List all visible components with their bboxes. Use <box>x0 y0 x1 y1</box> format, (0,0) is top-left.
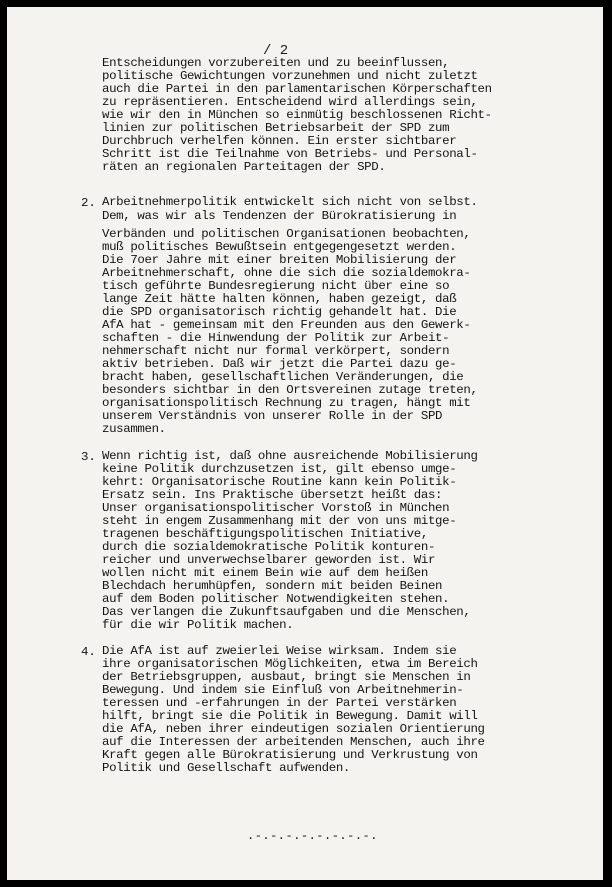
text-line: räten an regionalen Parteitagen der SPD. <box>102 160 386 174</box>
page-number: / 2 <box>263 43 289 59</box>
text-line: tragenen beschäftigungspolitischen Initiative, <box>102 527 428 541</box>
text-line: auf dem Boden politischer Notwendigkeiten stehen. <box>102 592 450 606</box>
text-line: Schritt ist die Teilnahme von Betriebs- und Personal- <box>102 147 478 161</box>
text-line: Das verlangen die Zukunftsaufgaben und die Menschen, <box>102 605 471 619</box>
text-line: kehrt: Organisatorische Routine kann kein Politik- <box>102 475 457 489</box>
text-line: nehmerschaft nicht nur formal verkörpert, sondern <box>102 344 450 358</box>
text-line: politische Gewichtungen vorzunehmen und nicht zuletzt <box>102 69 478 83</box>
text-line: ihre organisatorischen Möglichkeiten, etwa im Bereich <box>102 657 478 671</box>
text-line: steht in engem Zusammenhang mit der von uns mitge- <box>102 514 457 528</box>
text-line: für die wir Politik machen. <box>102 618 294 632</box>
text-line: der Betriebsgruppen, ausbaut, bringt sie Menschen in <box>102 670 471 684</box>
text-line: Die 7oer Jahre mit einer breiten Mobilisierung der <box>102 253 457 267</box>
text-line: organisationspolitisch Rechnung zu tragen, hängt mit <box>102 396 471 410</box>
text-line: Verbänden und politischen Organisationen beobachten, <box>102 227 471 241</box>
text-line: Die AfA ist auf zweierlei Weise wirksam. Indem sie <box>102 644 457 658</box>
text-line: lange Zeit hätte halten können, haben gezeigt, daß <box>102 292 457 306</box>
text-line: tisch geführte Bundesregierung nicht über eine so <box>102 279 450 293</box>
text-line: Entscheidungen vorzubereiten und zu beeinflussen, <box>102 56 450 70</box>
text-line: Dem, was wir als Tendenzen der Bürokratisierung in <box>102 209 457 223</box>
text-line: linien zur politischen Betriebsarbeit der SPD zum <box>102 121 450 135</box>
text-line: Arbeitnehmerpolitik entwickelt sich nicht von selbst. <box>102 195 478 209</box>
text-line: auch die Partei in den parlamentarischen Körperschaften <box>102 82 492 96</box>
text-line: aktiv betrieben. Daß wir jetzt die Partei dazu ge- <box>102 357 457 371</box>
text-line: Ersatz sein. Ins Praktische übersetzt heißt das: <box>102 488 443 502</box>
text-line: wie wir den in München so einmütig beschlossenen Richt- <box>102 108 492 122</box>
text-line: zu repräsentieren. Entscheidend wird allerdings sein, <box>102 95 478 109</box>
text-line: die AfA, neben ihrer eindeutigen sozialen Orientierung <box>102 722 485 736</box>
text-line: reicher und unverwechselbarer geworden ist. Wir <box>102 553 436 567</box>
text-line: zusammen. <box>102 422 166 436</box>
text-line: die SPD organisatorisch richtig gehandelt hat. Die <box>102 305 457 319</box>
text-line: teressen und -erfahrungen in der Partei verstärken <box>102 696 457 710</box>
text-line: auf die Interessen der arbeitenden Menschen, auch ihre <box>102 735 485 749</box>
text-line: bracht haben, gesellschaftlichen Veränderungen, die <box>102 370 464 384</box>
text-line: Wenn richtig ist, daß ohne ausreichende Mobilisierung <box>102 449 478 463</box>
section-number: 4. <box>81 645 96 659</box>
text-line: Bewegung. Und indem sie Einfluß von Arbeitnehmerin- <box>102 683 464 697</box>
document-page <box>7 7 603 880</box>
text-line: besonders sichtbar in den Ortsvereinen zutage treten, <box>102 383 478 397</box>
text-line: Blechdach herumhüpfen, sondern mit beiden Beinen <box>102 579 443 593</box>
text-line: Unser organisationspolitischer Vorstoß in München <box>102 501 450 515</box>
section-number: 3. <box>81 450 96 464</box>
text-line: hilft, bringt sie die Politik in Bewegung. Damit will <box>102 709 478 723</box>
footer-separator: .-.-.-.-.-.-.-.-. <box>247 829 378 843</box>
text-line: keine Politik durchzusetzen ist, gilt ebenso umge- <box>102 462 457 476</box>
text-line: durch die sozialdemokratische Politik konturen- <box>102 540 436 554</box>
section-number: 2. <box>81 196 96 210</box>
text-line: Arbeitnehmerschaft, ohne die sich die sozialdemokra- <box>102 266 471 280</box>
text-line: muß politisches Bewußtsein entgegengesetzt werden. <box>102 240 457 254</box>
text-line: schaften - die Hinwendung der Politik zur Arbeit- <box>102 331 450 345</box>
text-line: wollen nicht mit einem Bein wie auf dem heißen <box>102 566 428 580</box>
text-line: Durchbruch verhelfen können. Ein erster sichtbarer <box>102 134 457 148</box>
text-line: unserem Verständnis von unserer Rolle in der SPD <box>102 409 443 423</box>
text-line: AfA hat - gemeinsam mit den Freunden aus den Gewerk- <box>102 318 471 332</box>
text-line: Kraft gegen alle Bürokratisierung und Verkrustung von <box>102 748 478 762</box>
text-line: Politik und Gesellschaft aufwenden. <box>102 761 350 775</box>
